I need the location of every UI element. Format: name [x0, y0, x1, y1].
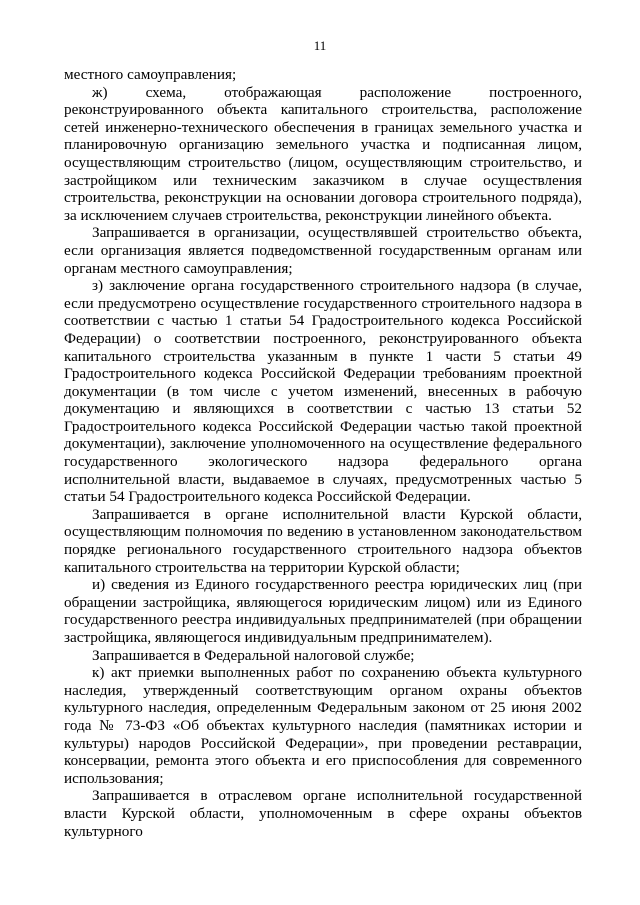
paragraph-request-note-3: Запрашивается в Федеральной налоговой службе; [92, 646, 415, 664]
paragraph-request-note-1: Запрашивается в организации, осуществлявшей строительство объекта, если организация является подведомственной государственным органам или органам местного самоуправления; [64, 224, 582, 277]
paragraph-item-k: к) акт приемки выполненных работ по сохранению объекта культурного наследия, утвержденный соответствующим органом охраны объектов культурного наследия, определенным Федеральным законом от 25 июня 2002 года № 73-ФЗ «Об объектах культурного наследия (памятниках истории и культуры) народов Российской Федерации», при проведении реставрации, консервации, ремонта этого объекта и его приспособления для современного использования; [64, 664, 582, 787]
paragraph-item-zh: ж) схема, отображающая расположение построенного, реконструированного объекта капитального строительства, расположение сетей инженерно-технического обеспечения в границах земельного участка и планировочную организацию земельного участка и подписанная лицом, осуществляющим строительство (лицом, осуществляющим строительство, и застройщиком или техническим заказчиком в случае осуществления строительства, реконструкции на основании договора строительного подряда), за исключением случаев строительства, реконструкции линейного объекта. [64, 83, 582, 224]
paragraph-item-z: з) заключение органа государственного строительного надзора (в случае, если предусмотрено осуществление государственного строительного надзора в соответствии с частью 1 статьи 54 Градостроительного кодекса Российской Федерации) о соответствии построенного, реконструированного объекта капитального строительства указанным в пункте 1 части 5 статьи 49 Градостроительного кодекса Российской Федерации требованиям проектной документации (в том числе с учетом изменений, внесенных в рабочую документацию и являющихся в соответствии с частью 13 статьи 52 Градостроительного кодекса Российской Федерации частью такой проектной документации), заключение уполномоченного на осуществление федерального государственного экологического надзора федерального органа исполнительной власти, выдаваемое в случаях, предусмотренных частью 5 статьи 54 Градостроительного кодекса Российской Федерации. [64, 277, 582, 506]
document-body [64, 66, 582, 840]
paragraph-0: местного самоуправления; [64, 66, 237, 83]
paragraph-item-i: и) сведения из Единого государственного реестра юридических лиц (при обращении застройщика, являющегося юридическим лицом) или из Единого государственного реестра индивидуальных предпринимателей (при обращении застройщика, являющегося индивидуальным предпринимателем). [64, 576, 582, 646]
page-number: 11 [313, 38, 327, 53]
paragraph-request-note-2: Запрашивается в органе исполнительной власти Курской области, осуществляющим полномочия по ведению в установленном законодательством порядке регионального государственного строительного надзора объектов капитального строительства на территории Курской области; [64, 505, 582, 576]
paragraph-request-note-4: Запрашивается в отраслевом органе исполнительной государственной власти Курской области, уполномоченным в сфере охраны объектов культурного [64, 787, 582, 840]
